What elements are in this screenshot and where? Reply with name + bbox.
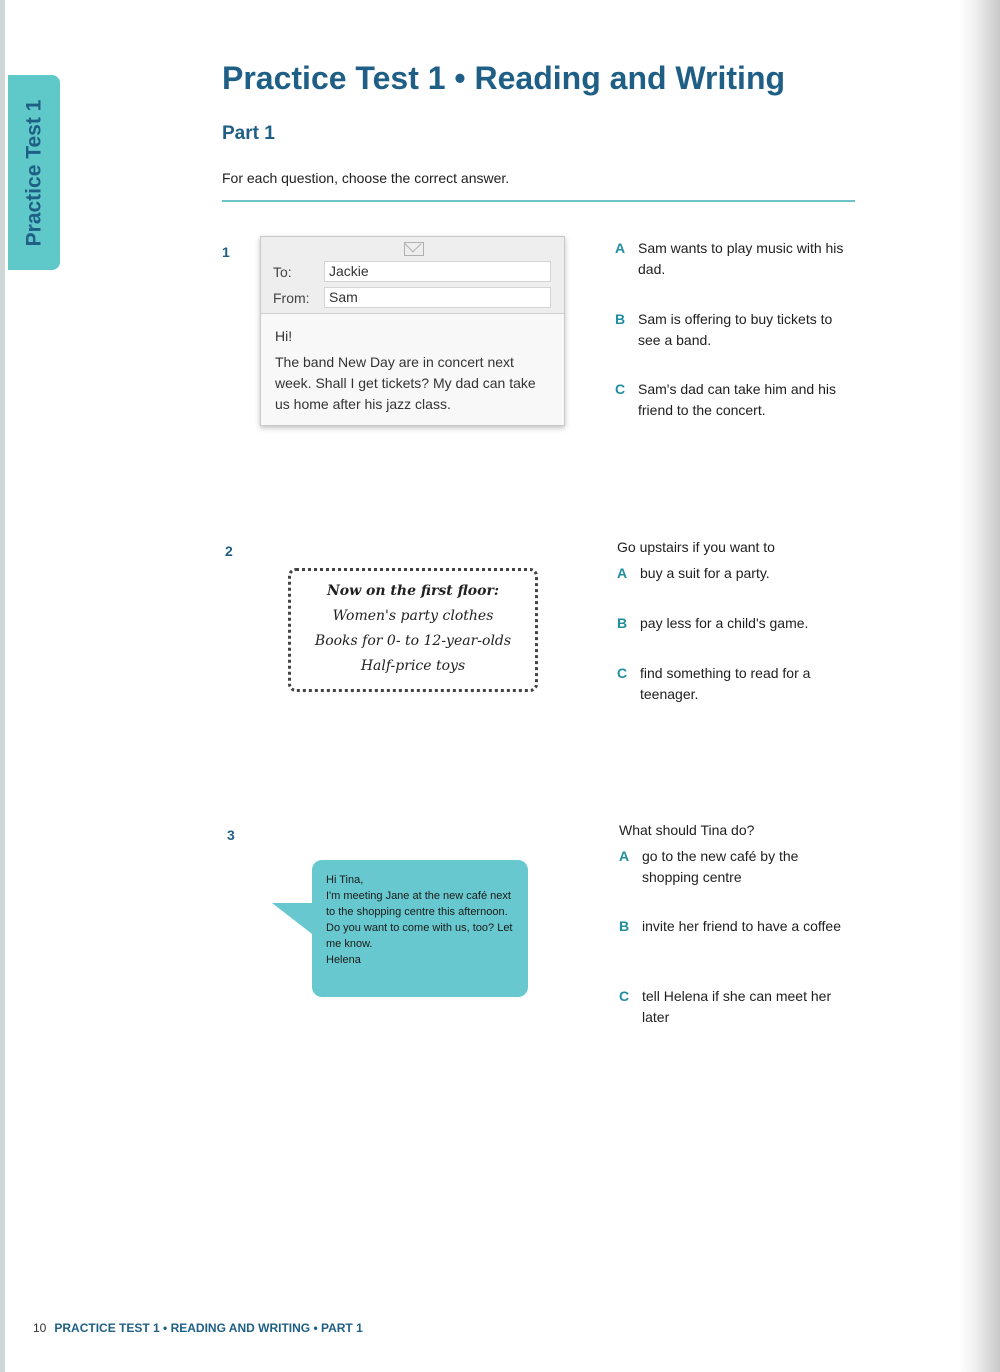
shop-notice bbox=[288, 568, 538, 692]
notice-line: Now on the first floor: bbox=[326, 583, 500, 599]
option-letter: B bbox=[617, 615, 628, 631]
page-number: 10 bbox=[33, 1321, 47, 1335]
email-to-label: To: bbox=[273, 263, 292, 280]
option-text: pay less for a child's game. bbox=[640, 615, 809, 631]
email-from-label: From: bbox=[273, 289, 310, 306]
notice-line: Women's party clothes bbox=[332, 608, 494, 624]
message-body: I'm meeting Jane at the new café next to the shopping centre this afternoon. Do you want to come with us, too? Let me know. bbox=[326, 890, 513, 950]
speech-bubble-tail bbox=[272, 903, 316, 937]
envelope-icon bbox=[404, 242, 424, 256]
option-letter: A bbox=[617, 565, 628, 581]
question-number-3: 3 bbox=[227, 827, 235, 843]
notice-line: Half-price toys bbox=[360, 658, 466, 674]
part-title: Part 1 bbox=[222, 123, 275, 144]
email-message bbox=[260, 236, 565, 426]
email-from-row bbox=[273, 287, 551, 308]
q1-option-a[interactable] bbox=[615, 238, 855, 280]
option-letter: B bbox=[615, 311, 626, 327]
option-letter: A bbox=[615, 240, 626, 256]
option-letter: C bbox=[617, 665, 628, 681]
email-to-field: Jackie bbox=[324, 261, 551, 282]
notice-line: Books for 0- to 12-year-olds bbox=[314, 633, 512, 649]
q3-stem: What should Tina do? bbox=[619, 822, 755, 838]
q3-option-b[interactable] bbox=[619, 916, 854, 937]
page-binding-shadow bbox=[958, 0, 1000, 1372]
q1-option-b[interactable] bbox=[615, 309, 855, 351]
option-letter: C bbox=[619, 988, 630, 1004]
q2-option-c[interactable] bbox=[617, 663, 847, 705]
email-header bbox=[261, 237, 564, 314]
q2-option-b[interactable] bbox=[617, 613, 847, 634]
option-text: Sam's dad can take him and his friend to the concert. bbox=[638, 381, 837, 418]
question-number-2: 2 bbox=[225, 543, 233, 559]
q3-option-c[interactable] bbox=[619, 986, 854, 1028]
divider bbox=[222, 200, 855, 202]
instruction: For each question, choose the correct answer. bbox=[222, 170, 510, 186]
q1-option-c[interactable] bbox=[615, 379, 855, 421]
q3-option-a[interactable] bbox=[619, 846, 854, 888]
option-letter: C bbox=[615, 381, 626, 397]
side-tab-label: Practice Test 1 bbox=[22, 99, 46, 246]
option-text: tell Helena if she can meet her later bbox=[642, 988, 832, 1025]
option-letter: B bbox=[619, 918, 630, 934]
page-footer bbox=[33, 1321, 363, 1335]
side-tab bbox=[8, 75, 60, 270]
email-body bbox=[261, 314, 564, 415]
text-message-bubble bbox=[312, 860, 528, 997]
option-text: Sam wants to play music with his dad. bbox=[638, 240, 844, 277]
option-text: Sam is offering to buy tickets to see a band. bbox=[638, 311, 833, 348]
question-number-1: 1 bbox=[222, 244, 230, 260]
option-letter: A bbox=[619, 848, 630, 864]
footer-running-title: PRACTICE TEST 1 • READING AND WRITING • PART 1 bbox=[54, 1321, 363, 1335]
email-text: The band New Day are in concert next week. Shall I get tickets? My dad can take us home after his jazz class. bbox=[275, 354, 536, 412]
option-text: buy a suit for a party. bbox=[640, 565, 770, 581]
q2-stem: Go upstairs if you want to bbox=[617, 539, 775, 555]
q2-option-a[interactable] bbox=[617, 563, 847, 584]
email-to-row bbox=[273, 261, 551, 282]
message-greeting: Hi Tina, bbox=[326, 874, 364, 886]
page-title: Practice Test 1 • Reading and Writing bbox=[222, 60, 786, 96]
page-edge bbox=[0, 0, 5, 1372]
email-from-field: Sam bbox=[324, 287, 551, 308]
option-text: go to the new café by the shopping centre bbox=[642, 848, 799, 885]
email-greeting: Hi! bbox=[275, 328, 293, 344]
option-text: find something to read for a teenager. bbox=[640, 665, 811, 702]
message-signature: Helena bbox=[326, 954, 361, 966]
option-text: invite her friend to have a coffee bbox=[642, 918, 841, 934]
